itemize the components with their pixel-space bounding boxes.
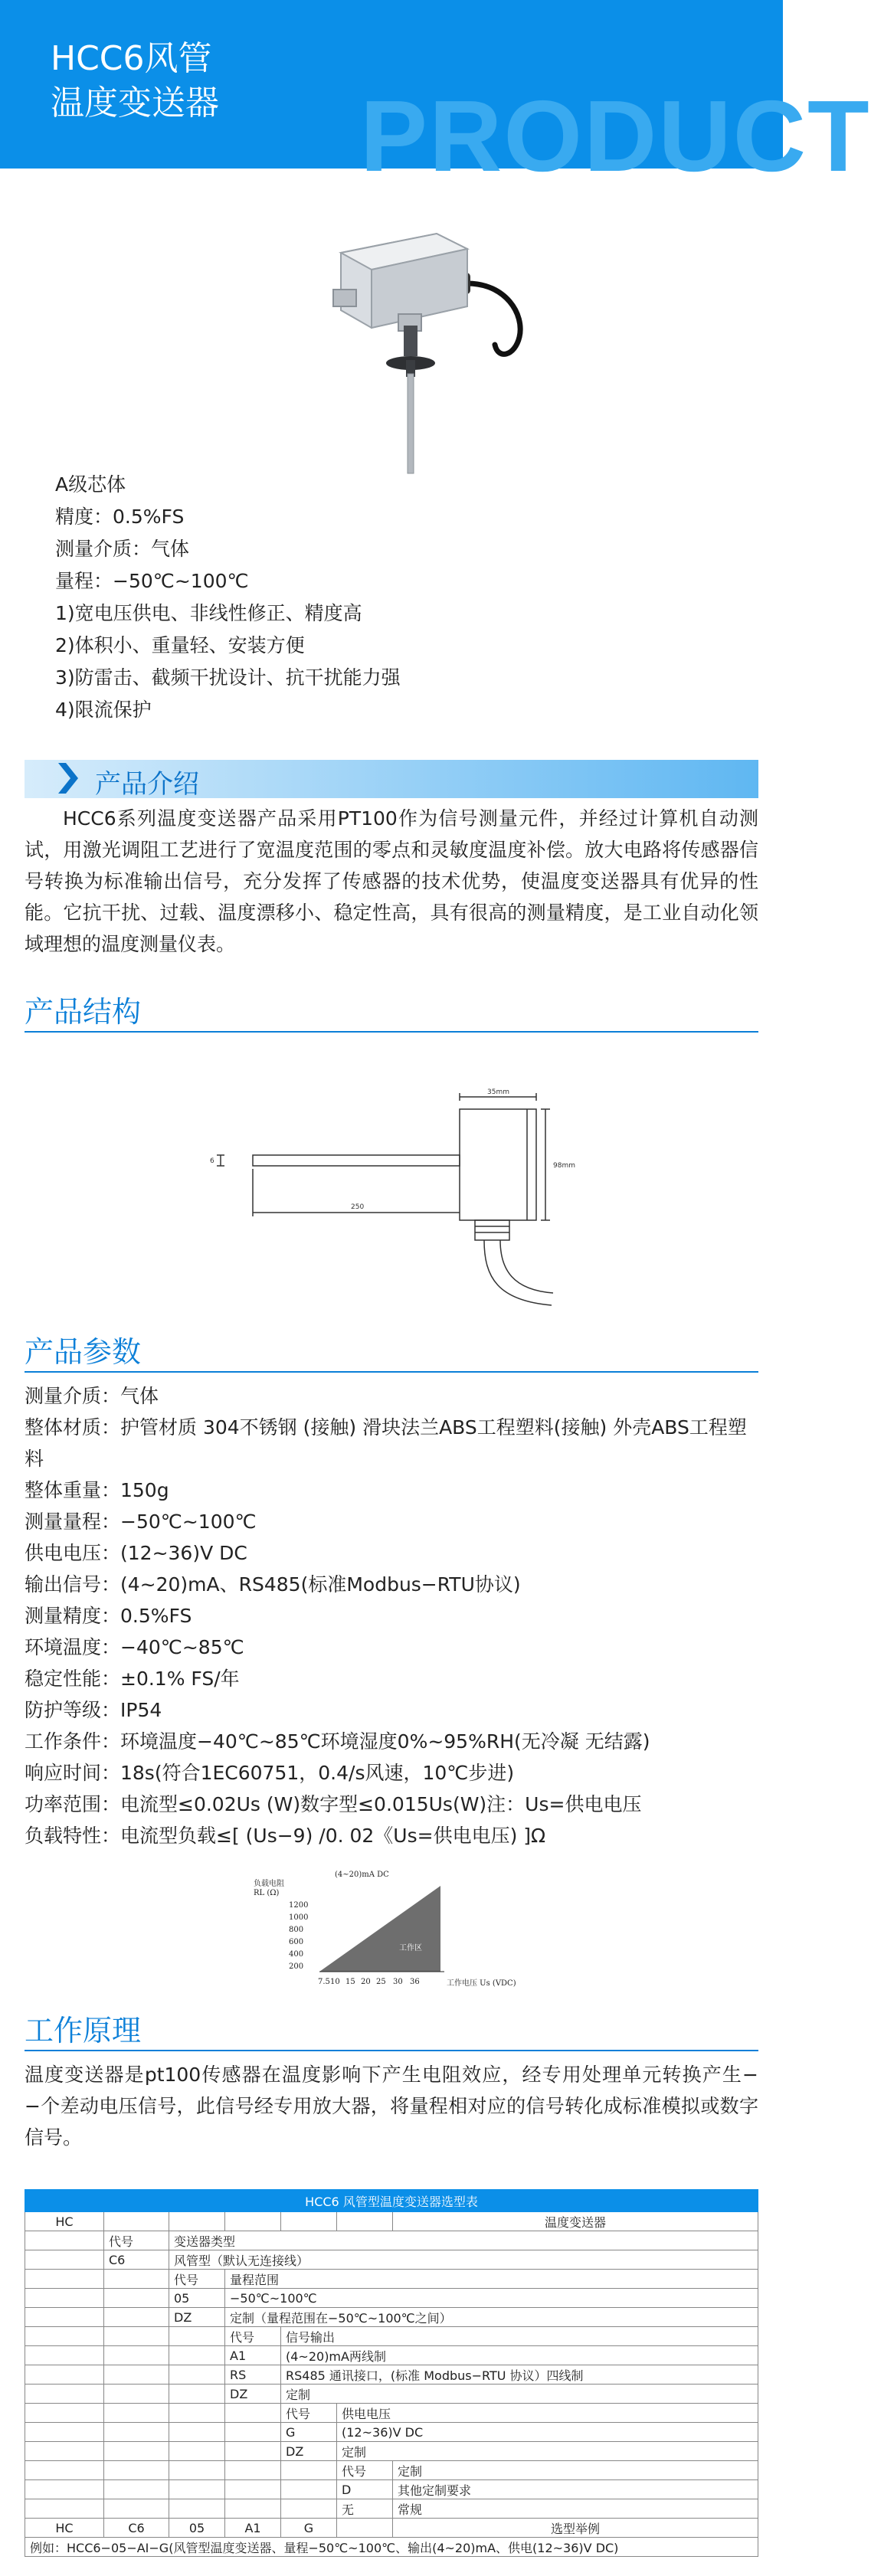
- x-tick-label: 7.5: [318, 1978, 330, 1986]
- table-cell: [104, 2346, 169, 2365]
- table-cell: 代号: [281, 2404, 337, 2423]
- page-title-line2: 温度变送器: [51, 83, 219, 123]
- table-cell: 风管型（默认无连接线）: [169, 2250, 758, 2270]
- table-cell: [25, 2442, 104, 2461]
- table-cell: [104, 2327, 169, 2346]
- feature-item: A级芯体: [55, 473, 126, 496]
- table-row: [25, 2423, 758, 2442]
- table-cell: (12~36)V DC: [337, 2423, 758, 2442]
- table-cell: [169, 2385, 225, 2404]
- param-item: 测量精度：0.5%FS: [25, 1605, 192, 1627]
- selection-example: 例如：HCC6−05−AI−G(风管型温度变送器、量程−50℃~100℃、输出(4~20)mA、供电(12~36)V DC): [25, 2538, 758, 2557]
- table-cell: [281, 2499, 337, 2519]
- param-item: 功率范围：电流型≤0.02Us (W)数字型≤0.015Us(W)注：Us=供电电压: [25, 1793, 642, 1815]
- table-row: [25, 2327, 758, 2346]
- table-cell: [25, 2365, 104, 2385]
- hero-background-word: PRODUCT: [360, 80, 871, 192]
- table-cell: [169, 2404, 225, 2423]
- table-cell: G: [281, 2519, 337, 2538]
- table-cell: [337, 2212, 393, 2231]
- product-photo: [314, 199, 544, 494]
- principle-title: 工作原理: [25, 2007, 758, 2051]
- table-cell: [104, 2365, 169, 2385]
- intro-text: HCC6系列温度变送器产品采用PT100作为信号测量元件，并经过计算机自动测试，用激光调阻工艺进行了宽温度范围的零点和灵敏度温度补偿。放大电路将传感器信号转换为标准输出信号，充分发挥了传感器的技术优势，使温度变送器具有优异的性能。它抗干扰、过载、温度漂移小、稳定性高，具有很高的测量精度，是工业自动化领域理想的温度测量仪表。: [25, 807, 758, 955]
- table-cell: [281, 2212, 337, 2231]
- table-row: [25, 2270, 758, 2289]
- table-cell: 05: [169, 2289, 225, 2308]
- params-title: 产品参数: [25, 1328, 758, 1373]
- principle-section-header: [25, 2007, 758, 2051]
- y-tick-label: 1000: [289, 1913, 309, 1922]
- table-row: [25, 2212, 758, 2231]
- table-cell: [225, 2212, 281, 2231]
- table-cell: −50℃~100℃: [225, 2289, 758, 2308]
- feature-item: 量程：−50℃~100℃: [55, 570, 249, 592]
- table-row: [25, 2480, 758, 2499]
- table-cell: [104, 2423, 169, 2442]
- intro-banner: [25, 760, 758, 798]
- table-cell: A1: [225, 2346, 281, 2365]
- params-section-header: [25, 1328, 758, 1373]
- param-item: 整体材质：护管材质 304不锈钢 (接触) 滑块法兰ABS工程塑料(接触) 外壳ABS工程塑料: [25, 1416, 747, 1470]
- load-chart: [249, 1867, 540, 1990]
- table-cell: [104, 2308, 169, 2327]
- hero-banner: [0, 0, 871, 192]
- table-cell: [25, 2289, 104, 2308]
- table-cell: 代号: [225, 2327, 281, 2346]
- table-cell: 信号输出: [281, 2327, 758, 2346]
- feature-item: 3)防雷击、截频干扰设计、抗干扰能力强: [55, 666, 401, 689]
- table-cell: [25, 2346, 104, 2365]
- table-cell: [169, 2461, 225, 2480]
- table-cell: [225, 2423, 281, 2442]
- selection-table-title: HCC6 风管型温度变送器选型表: [25, 2190, 758, 2212]
- y-tick-label: 600: [289, 1938, 304, 1946]
- chevron-right-icon: [58, 763, 78, 794]
- work-region: [319, 1886, 440, 1972]
- feature-list: [55, 469, 401, 726]
- table-row: [25, 2250, 758, 2270]
- table-row: [25, 2461, 758, 2480]
- table-cell: 其他定制要求: [393, 2480, 758, 2499]
- table-cell: [25, 2423, 104, 2442]
- table-cell: [104, 2442, 169, 2461]
- table-cell: D: [337, 2480, 393, 2499]
- param-item: 防护等级：IP54: [25, 1699, 162, 1721]
- table-cell: C6: [104, 2519, 169, 2538]
- selection-table: [25, 2189, 758, 2557]
- table-cell: DZ: [169, 2308, 225, 2327]
- table-row: [25, 2385, 758, 2404]
- x-tick-label: 10: [330, 1978, 340, 1986]
- table-cell: 供电电压: [337, 2404, 758, 2423]
- table-row: [25, 2308, 758, 2327]
- param-item: 响应时间：18s(符合1EC60751，0.4/s风速，10℃步进): [25, 1762, 515, 1784]
- table-cell: 定制: [393, 2461, 758, 2480]
- table-cell: [169, 2212, 225, 2231]
- structure-section-header: [25, 988, 758, 1033]
- table-cell: G: [281, 2423, 337, 2442]
- table-cell: [169, 2480, 225, 2499]
- dim-length-label: 250: [351, 1203, 365, 1211]
- table-cell: 代号: [337, 2461, 393, 2480]
- table-cell: C6: [104, 2250, 169, 2270]
- table-cell: [225, 2480, 281, 2499]
- table-cell: [25, 2250, 104, 2270]
- table-cell: 代号: [104, 2231, 169, 2250]
- table-cell: [169, 2442, 225, 2461]
- table-cell: [281, 2461, 337, 2480]
- param-item: 环境温度：−40℃~85℃: [25, 1636, 244, 1658]
- feature-item: 4)限流保护: [55, 699, 152, 721]
- structure-title: 产品结构: [25, 988, 758, 1033]
- table-cell: HC: [25, 2212, 104, 2231]
- param-item: 稳定性能：±0.1% FS/年: [25, 1668, 240, 1690]
- table-cell: [25, 2461, 104, 2480]
- dim-top-label: 35mm: [487, 1088, 509, 1096]
- x-tick-label: 30: [393, 1978, 403, 1986]
- table-cell: [225, 2442, 281, 2461]
- table-cell: [25, 2404, 104, 2423]
- table-row: [25, 2346, 758, 2365]
- table-cell: [169, 2365, 225, 2385]
- table-cell: RS: [225, 2365, 281, 2385]
- page-title-line1: HCC6风管: [51, 39, 212, 78]
- table-cell: [169, 2499, 225, 2519]
- feature-item: 2)体积小、重量轻、安装方便: [55, 634, 305, 656]
- table-cell: (4~20)mA两线制: [281, 2346, 758, 2365]
- table-cell: 温度变送器: [393, 2212, 758, 2231]
- table-cell: [169, 2327, 225, 2346]
- table-cell: [25, 2385, 104, 2404]
- chart-ylabel-line1: 负载电阻: [254, 1880, 284, 1888]
- x-tick-label: 36: [410, 1978, 420, 1986]
- x-tick-label: 20: [361, 1978, 371, 1986]
- table-cell: [104, 2499, 169, 2519]
- table-row: [25, 2231, 758, 2250]
- y-tick-label: 800: [289, 1926, 304, 1934]
- table-cell: [25, 2480, 104, 2499]
- feature-item: 测量介质：气体: [55, 538, 190, 560]
- table-cell: [25, 2308, 104, 2327]
- table-row: [25, 2442, 758, 2461]
- table-cell: 定制（量程范围在−50℃~100℃之间）: [225, 2308, 758, 2327]
- table-cell: A1: [225, 2519, 281, 2538]
- table-row: [25, 2365, 758, 2385]
- param-item: 供电电压：(12~36)V DC: [25, 1542, 247, 1564]
- table-cell: 代号: [169, 2270, 225, 2289]
- feature-item: 1)宽电压供电、非线性修正、精度高: [55, 602, 362, 624]
- x-tick-label: 25: [376, 1978, 386, 1986]
- table-cell: [281, 2480, 337, 2499]
- intro-section-header: [25, 760, 758, 798]
- table-cell: [225, 2499, 281, 2519]
- chart-xlabel: 工作电压 Us (VDC): [447, 1979, 516, 1988]
- table-cell: [104, 2289, 169, 2308]
- table-row: [25, 2519, 758, 2538]
- x-tick-labels: [318, 1978, 420, 1986]
- table-cell: [25, 2499, 104, 2519]
- y-tick-labels: [289, 1901, 308, 1971]
- chart-title: (4~20)mA DC: [335, 1871, 389, 1879]
- table-cell: [25, 2327, 104, 2346]
- table-cell: [225, 2461, 281, 2480]
- table-cell: [104, 2270, 169, 2289]
- intro-title: 产品介绍: [95, 769, 199, 800]
- param-item: 输出信号：(4~20)mA、RS485(标准Modbus−RTU协议): [25, 1573, 521, 1596]
- feature-item: 精度：0.5%FS: [55, 506, 185, 528]
- principle-text: 温度变送器是pt100传感器在温度影响下产生电阻效应，经专用处理单元转换产生−−个差动电压信号，此信号经专用放大器，将量程相对应的信号转化成标准模拟或数字信号。: [25, 2064, 758, 2149]
- table-cell: 无: [337, 2499, 393, 2519]
- work-region-label: 工作区: [399, 1944, 422, 1952]
- table-cell: 常规: [393, 2499, 758, 2519]
- table-row: [25, 2404, 758, 2423]
- table-cell: [25, 2231, 104, 2250]
- param-item: 负载特性：电流型负载≤[ (Us−9) /0. 02《Us=供电电压) ]Ω: [25, 1825, 546, 1847]
- table-cell: [104, 2212, 169, 2231]
- structure-diagram: [207, 1086, 582, 1316]
- table-cell: [25, 2270, 104, 2289]
- chart-ylabel-line2: RL (Ω): [254, 1889, 280, 1897]
- table-cell: 05: [169, 2519, 225, 2538]
- table-cell: 量程范围: [225, 2270, 758, 2289]
- x-tick-label: 15: [345, 1978, 355, 1986]
- y-tick-label: 1200: [289, 1901, 309, 1910]
- table-cell: DZ: [225, 2385, 281, 2404]
- param-item: 测量介质：气体: [25, 1385, 159, 1407]
- table-cell: [104, 2385, 169, 2404]
- dim-right-label: 98mm: [553, 1162, 575, 1170]
- y-tick-label: 400: [289, 1950, 304, 1959]
- table-cell: HC: [25, 2519, 104, 2538]
- table-cell: [169, 2346, 225, 2365]
- dim-left-label: 6: [210, 1157, 214, 1165]
- table-cell: DZ: [281, 2442, 337, 2461]
- param-item: 整体重量：150g: [25, 1479, 169, 1501]
- page-title: [51, 37, 219, 126]
- table-cell: [169, 2423, 225, 2442]
- table-cell: [104, 2404, 169, 2423]
- table-cell: [104, 2461, 169, 2480]
- param-item: 测量量程：−50℃~100℃: [25, 1511, 257, 1533]
- table-cell: 选型举例: [393, 2519, 758, 2538]
- table-row: [25, 2499, 758, 2519]
- table-cell: [337, 2519, 393, 2538]
- table-cell: RS485 通讯接口，(标准 Modbus−RTU 协议）四线制: [281, 2365, 758, 2385]
- table-cell: [225, 2404, 281, 2423]
- y-tick-label: 200: [289, 1962, 304, 1971]
- table-row: [25, 2289, 758, 2308]
- param-item: 工作条件：环境温度−40℃~85℃环境湿度0%~95%RH(无冷凝 无结露): [25, 1730, 650, 1753]
- table-cell: [104, 2480, 169, 2499]
- table-cell: 定制: [337, 2442, 758, 2461]
- table-cell: 定制: [281, 2385, 758, 2404]
- table-cell: 变送器类型: [169, 2231, 758, 2250]
- param-list: [25, 1380, 760, 1851]
